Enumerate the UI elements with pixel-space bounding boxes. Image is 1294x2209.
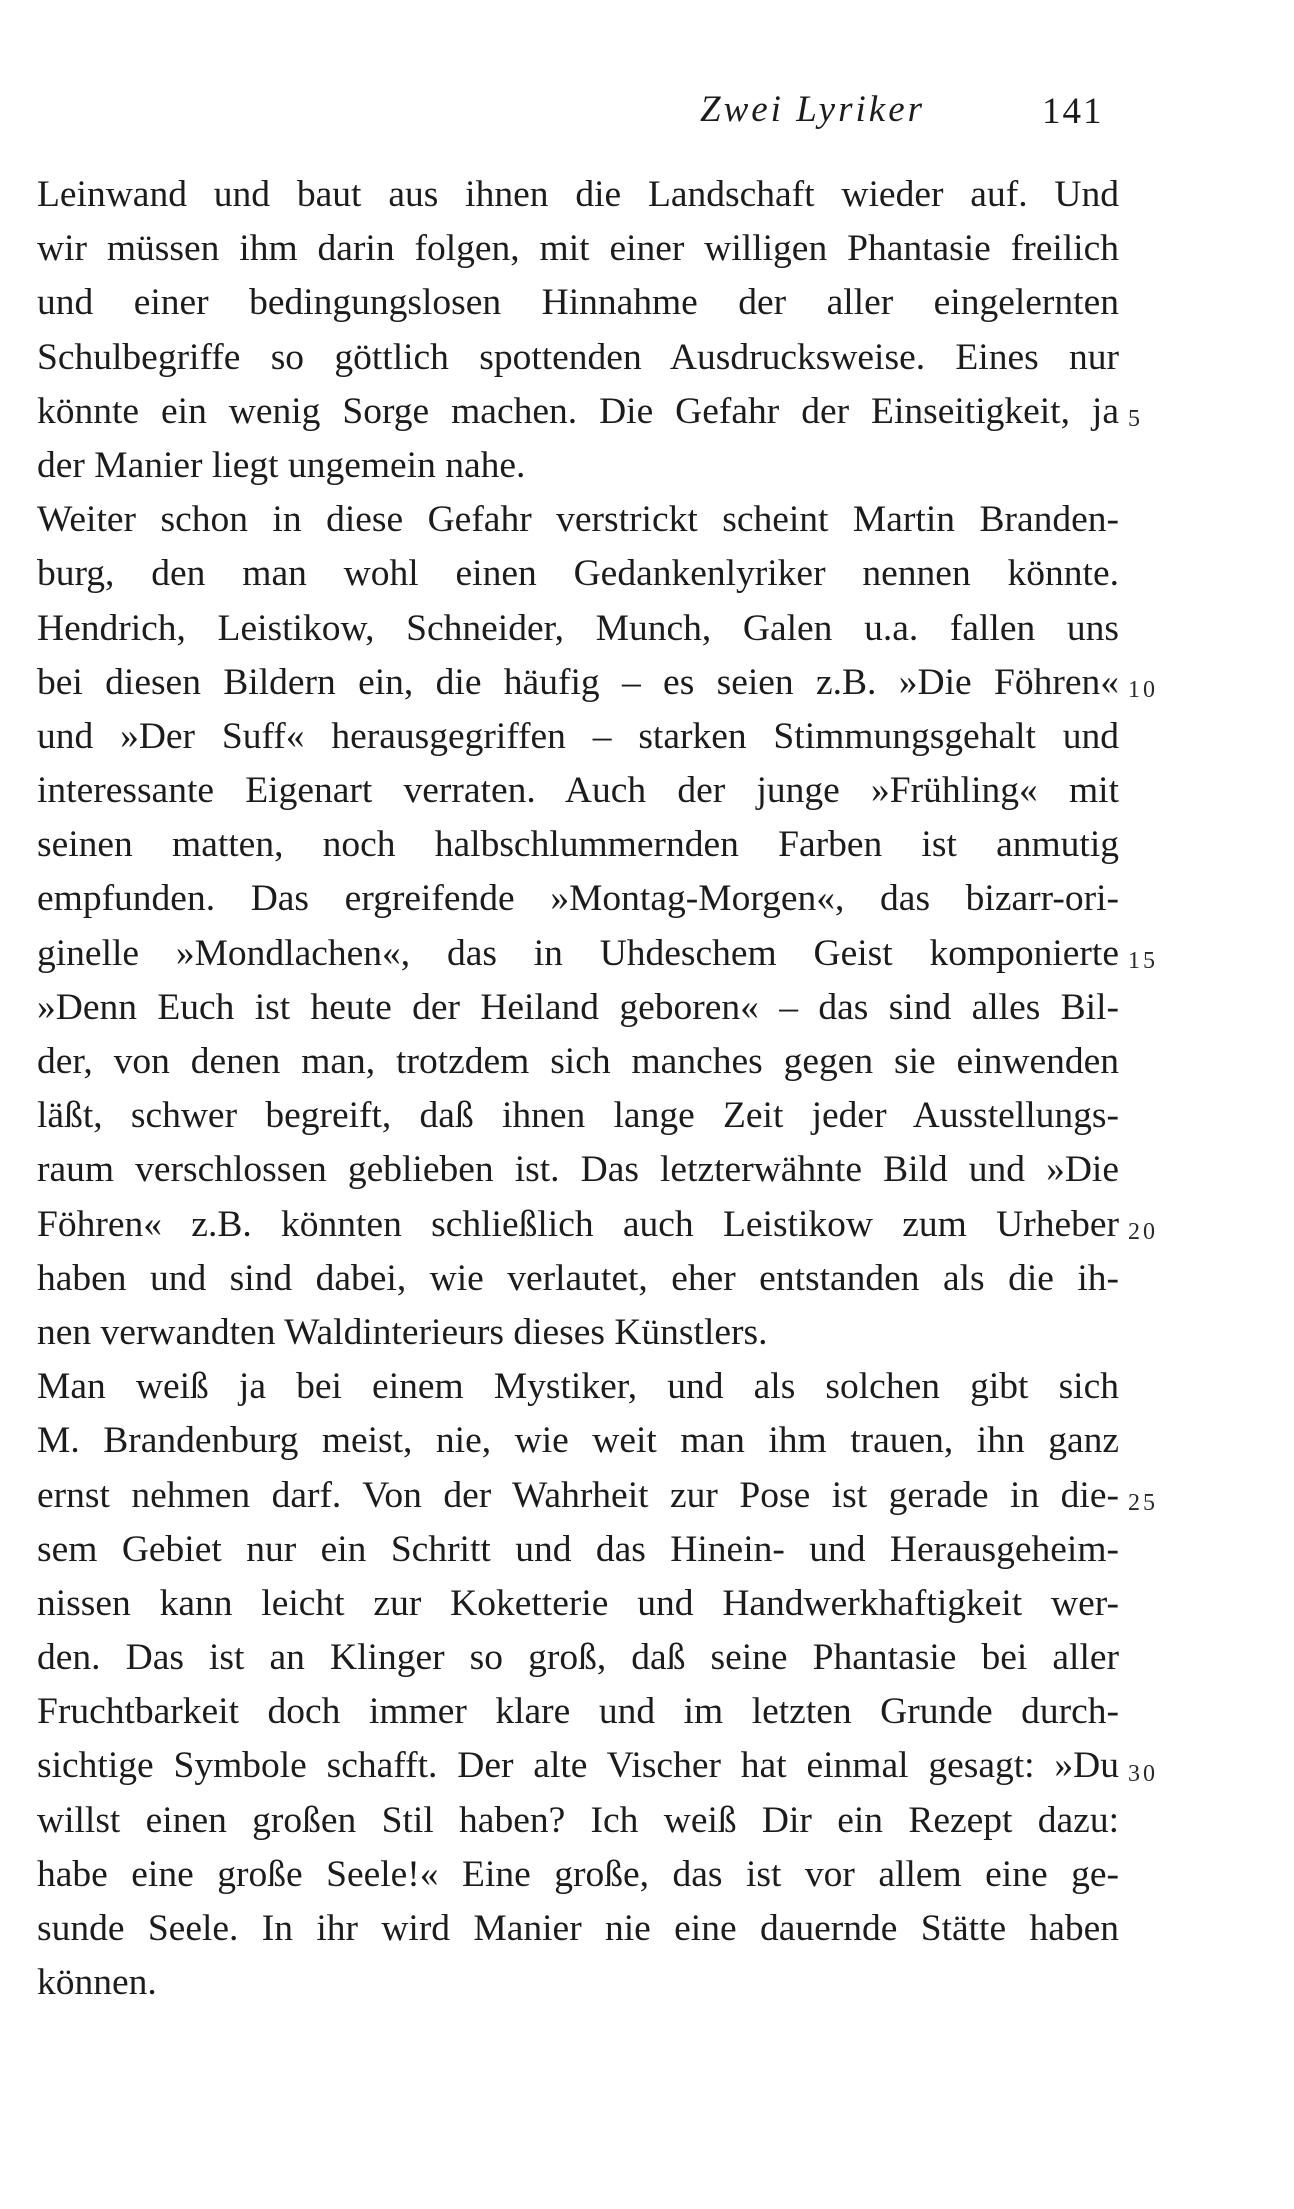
text-line: Föhren« z.B. könnten schließlich auch Leistikow zum Urheber <box>37 1203 1119 1245</box>
text-line: habe eine große Seele!« Eine große, das ist vor allem eine ge- <box>37 1853 1119 1895</box>
text-line: willst einen großen Stil haben? Ich weiß Dir ein Rezept dazu: <box>37 1799 1119 1841</box>
text-line: Hendrich, Leistikow, Schneider, Munch, Galen u.a. fallen uns <box>37 607 1119 649</box>
text-line: Leinwand und baut aus ihnen die Landschaft wieder auf. Und <box>37 174 1119 215</box>
text-line: können. <box>37 1962 157 2004</box>
text-line: wir müssen ihm darin folgen, mit einer willigen Phantasie freilich <box>37 228 1119 270</box>
text-line: nissen kann leicht zur Koketterie und Handwerkhaftigkeit wer- <box>37 1582 1119 1624</box>
text-line: empfunden. Das ergreifende »Montag-Morgen«, das bizarr-ori- <box>37 878 1119 920</box>
text-line: burg, den man wohl einen Gedankenlyriker nennen könnte. <box>37 553 1119 595</box>
text-line: M. Brandenburg meist, nie, wie weit man ihm trauen, ihn ganz <box>37 1420 1119 1462</box>
text-line: und einer bedingungslosen Hinnahme der aller eingelernten <box>37 282 1119 324</box>
text-line: nen verwandten Waldinterieurs dieses Künstlers. <box>37 1311 768 1353</box>
page-number: 141 <box>1042 91 1104 132</box>
line-number-10: 10 <box>1128 677 1158 703</box>
text-line: Man weiß ja bei einem Mystiker, und als solchen gibt sich <box>37 1366 1119 1408</box>
line-number-20: 20 <box>1128 1219 1158 1245</box>
text-line: Schulbegriffe so göttlich spottenden Ausdrucksweise. Eines nur <box>37 336 1119 378</box>
text-line: läßt, schwer begreift, daß ihnen lange Zeit jeder Ausstellungs- <box>37 1095 1119 1137</box>
text-line: ernst nehmen darf. Von der Wahrheit zur Pose ist gerade in die- <box>37 1474 1119 1516</box>
line-number-15: 15 <box>1128 948 1158 974</box>
text-line: ginelle »Mondlachen«, das in Uhdeschem Geist komponierte <box>37 932 1119 974</box>
text-line: interessante Eigenart verraten. Auch der junge »Frühling« mit <box>37 770 1119 812</box>
text-line: »Denn Euch ist heute der Heiland geboren« – das sind alles Bil- <box>37 986 1119 1028</box>
text-line: bei diesen Bildern ein, die häufig – es seien z.B. »Die Föhren« <box>37 661 1119 703</box>
running-head: Zwei Lyriker <box>700 89 926 130</box>
line-number-5: 5 <box>1128 406 1143 432</box>
text-line: und »Der Suff« herausgegriffen – starken Stimmungsgehalt und <box>37 715 1119 757</box>
text-line: raum verschlossen geblieben ist. Das letzterwähnte Bild und »Die <box>37 1149 1119 1191</box>
body-text <box>37 168 1119 2010</box>
text-line: Weiter schon in diese Gefahr verstrickt scheint Martin Branden- <box>37 499 1119 541</box>
text-line: Fruchtbarkeit doch immer klare und im letzten Grunde durch- <box>37 1691 1119 1733</box>
text-line: den. Das ist an Klinger so groß, daß seine Phantasie bei aller <box>37 1637 1119 1679</box>
text-line: seinen matten, noch halbschlummernden Farben ist anmutig <box>37 824 1119 866</box>
line-number-25: 25 <box>1128 1490 1158 1516</box>
text-line: sichtige Symbole schafft. Der alte Vischer hat einmal gesagt: »Du <box>37 1745 1119 1787</box>
text-line: der Manier liegt ungemein nahe. <box>37 444 526 486</box>
line-number-30: 30 <box>1128 1761 1158 1787</box>
text-line: haben und sind dabei, wie verlautet, eher entstanden als die ih- <box>37 1257 1119 1299</box>
text-line: sunde Seele. In ihr wird Manier nie eine dauernde Stätte haben <box>37 1908 1119 1949</box>
text-line: könnte ein wenig Sorge machen. Die Gefahr der Einseitigkeit, ja <box>37 390 1119 432</box>
text-line: sem Gebiet nur ein Schritt und das Hinein- und Herausgeheim- <box>37 1528 1119 1570</box>
text-line: der, von denen man, trotzdem sich manches gegen sie einwenden <box>37 1041 1119 1082</box>
